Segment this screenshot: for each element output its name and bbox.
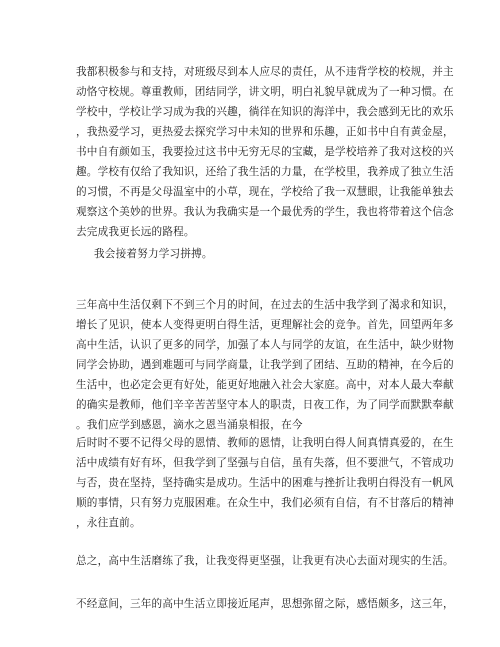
paragraph-3-line-6: 的确实是教师，他们辛辛苦苦坚守本人的职责，日夜工作，为了同学而默默奉献	[76, 399, 454, 411]
paragraph-1-line-6: 趣。学校有仅给了我知识，还给了我生活的力量，在学校里，我养成了独立生活	[76, 166, 454, 178]
paragraph-1-line-5: 书中自有颜如玉，我要捡过这书中无穷无尽的宝藏，是学校培养了我对这校的兴	[76, 146, 454, 158]
paragraph-1-line-4: ，我热爱学习，更热爱去探究学习中未知的世界和乐趣，正如书中自有黄金屋，	[76, 126, 454, 138]
paragraph-3-line-12: ，永往直前。	[76, 517, 141, 529]
paragraph-1-line-7: 的习惯，不再是父母温室中的小草，现在，学校给了我一双慧眼，让我能单独去	[76, 186, 454, 198]
paragraph-3-line-9: 活中成绩有好有坏，但我学到了坚强与自信，虽有失落，但不要泄气，不管成功	[76, 457, 454, 469]
paragraph-3-line-7: 。我们应学到感恩，滴水之恩当涌泉相报，在今	[76, 419, 303, 431]
paragraph-3-line-5: 生活中，也必定会更有好处，能更好地融入社会大家庭。高中，对本人最大奉献	[76, 379, 454, 391]
paragraph-2-line-1: 我会接着努力学习拼搏。	[94, 248, 213, 260]
paragraph-1-line-1: 我都积极参与和支持，对班级尽到本人应尽的责任，从不违背学校的校规，并主	[76, 66, 454, 78]
paragraph-4-line-1: 总之，高中生活磨练了我，让我变得更坚强，让我更有决心去面对现实的生活。	[76, 555, 454, 567]
paragraph-3-line-1: 三年高中生活仅剩下不到三个月的时间，在过去的生活中我学到了渴求和知识，	[76, 299, 454, 311]
paragraph-3-line-2: 增长了见识，使本人变得更明白得生活，更理解社会的竞争。首先，回望两年多	[76, 319, 454, 331]
paragraph-3-line-11: 顺的事情，只有努力克服困难。在众生中，我们必须有自信，有不甘落后的精神	[76, 497, 454, 509]
paragraph-3-line-8: 后时时不要不记得父母的恩情、教师的恩情，让我明白得人间真情真爱的，在生	[76, 437, 454, 449]
paragraph-3-line-3: 高中生活，认识了更多的同学，加强了本人与同学的友谊，在生活中，缺少财物	[76, 339, 454, 351]
paragraph-1-line-9: 去完成我更长远的路程。	[76, 226, 195, 238]
paragraph-3-line-10: 与否，贵在坚持，坚持确实是成功。生活中的困难与挫折让我明白得没有一帆风	[76, 477, 454, 489]
paragraph-3-line-4: 同学会协助，遇到难题可与同学商量，让我学到了团结、互助的精神，在今后的	[76, 359, 454, 371]
paragraph-1-line-3: 学校中，学校让学习成为我的兴趣，徜徉在知识的海洋中，我会感到无比的欢乐	[76, 106, 454, 118]
paragraph-1-line-2: 动恪守校规。尊重教师，团结同学，讲文明，明白礼貌早就成为了一种习惯。在	[76, 86, 454, 98]
paragraph-1-line-8: 观察这个美妙的世界。我认为我确实是一个最优秀的学生，我也将带着这个信念	[76, 206, 454, 218]
paragraph-5-line-1: 不经意间，三年的高中生活立即接近尾声，思想弥留之际，感悟颇多，这三年，	[76, 598, 454, 610]
